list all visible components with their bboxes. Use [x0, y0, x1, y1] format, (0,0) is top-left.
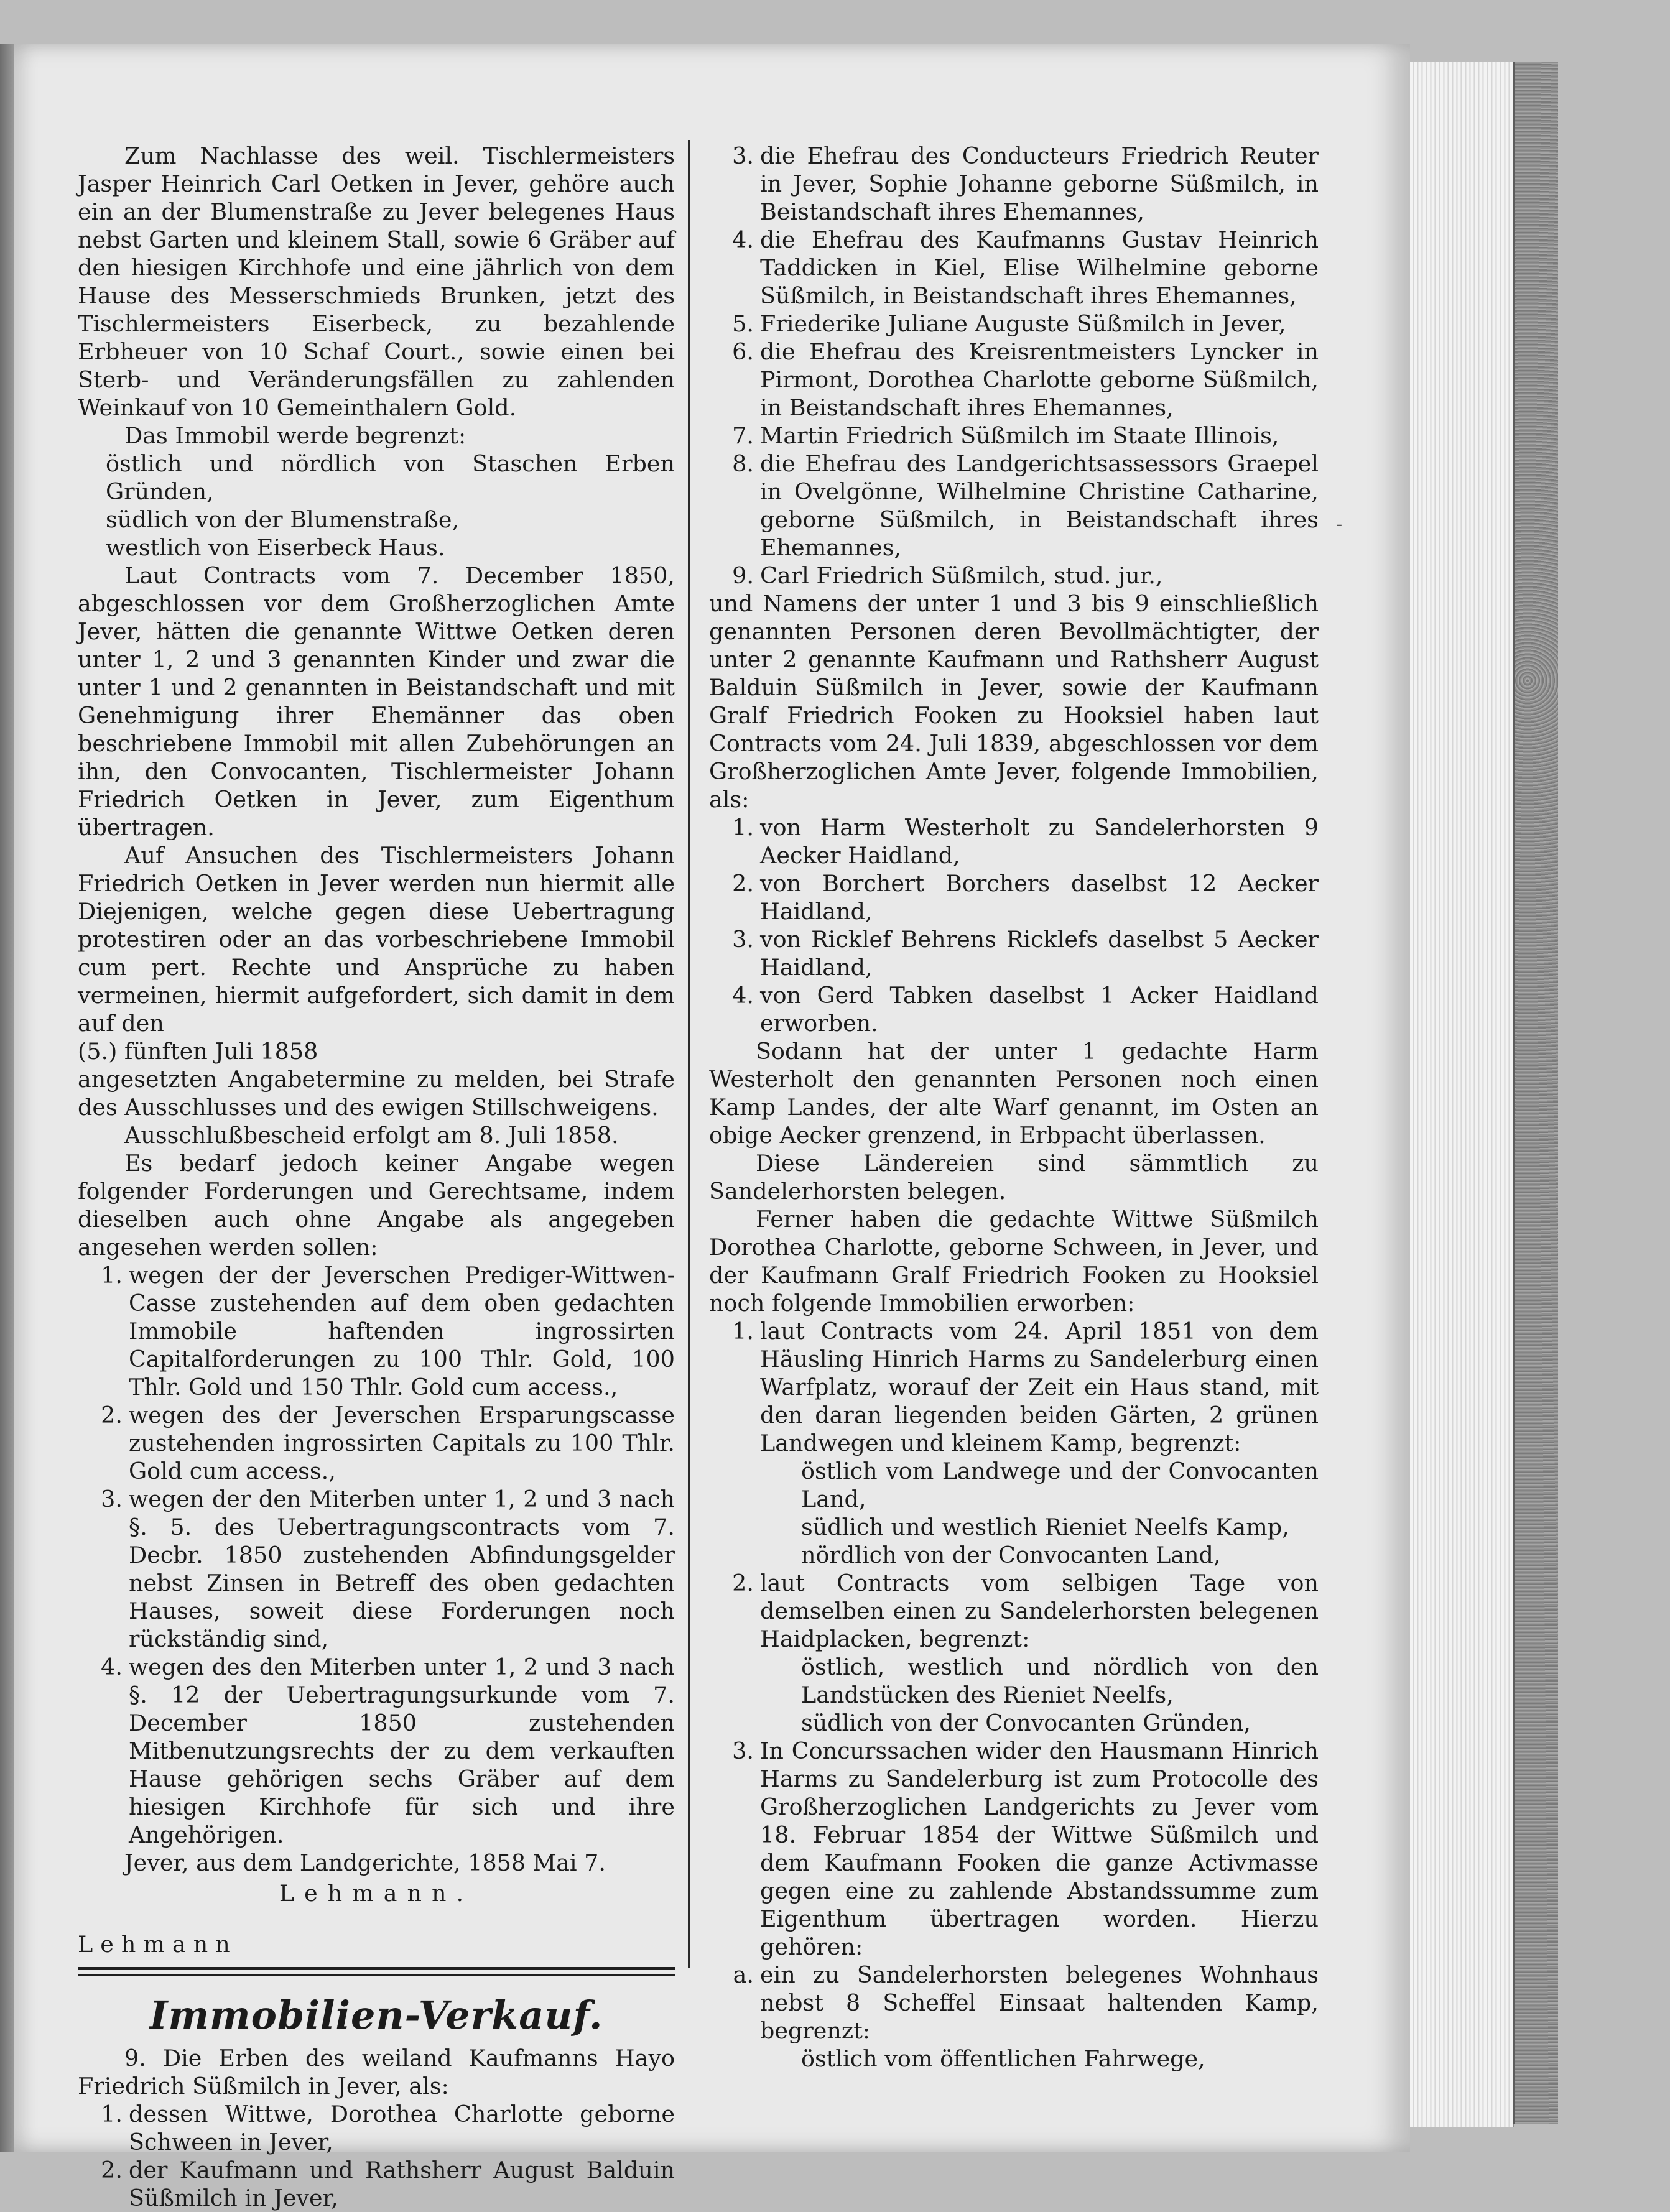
- list-number: 1.: [101, 2100, 123, 2127]
- paragraph: Diese Ländereien sind sämmtlich zu Sandelerhorsten belegen.: [709, 1150, 1319, 1205]
- list-item: [709, 142, 1319, 226]
- list-number: 3.: [732, 926, 754, 953]
- list-text: laut Contracts vom selbigen Tage von demselben einen zu Sandelerhorsten belegenen Haidplacken, begrenzt:: [760, 1570, 1319, 1652]
- list-number: 2.: [732, 870, 754, 897]
- list-item: [709, 1569, 1319, 1653]
- list-item: [709, 1737, 1319, 1961]
- boundary-line: nördlich von der Convocanten Land,: [801, 1542, 1221, 1568]
- list-number: 8.: [732, 450, 754, 477]
- column-divider: [688, 140, 690, 1968]
- list-item: [709, 1961, 1319, 2045]
- list-text: von Ricklef Behrens Ricklefs daselbst 5 Aecker Haidland,: [760, 926, 1319, 981]
- list-item: [709, 981, 1319, 1037]
- list-text: laut Contracts vom 24. April 1851 von dem Häusling Hinrich Harms zu Sandelerburg einen Warfplatz, worauf der Zeit ein Haus stand, mit den daran liegenden beiden Gärten, 2 grünen Landwegen und kleinem Kamp, begrenzt:: [760, 1318, 1319, 1456]
- list-item: [709, 310, 1319, 338]
- list-number: 2.: [101, 2156, 123, 2183]
- paragraph: Ferner haben die gedachte Wittwe Süßmilch Dorothea Charlotte, geborne Schween, in Jever, und der Kaufmann Gralf Friedrich Fooken zu Hooksiel noch folgende Immobilien erworben:: [709, 1206, 1319, 1317]
- list-text: dessen Wittwe, Dorothea Charlotte geborne Schween in Jever,: [129, 2100, 675, 2155]
- list-text: von Harm Westerholt zu Sandelerhorsten 9 Aecker Haidland,: [760, 814, 1319, 869]
- place-date: Jever, aus dem Landgerichte, 1858 Mai 7.: [124, 1849, 606, 1876]
- paragraph: Auf Ansuchen des Tischlermeisters Johann Friedrich Oetken in Jever werden nun hiermit alle Diejenigen, welche gegen diese Uebertragung protestiren oder an das vorbeschriebene Immobil cum pert. Rechte und Ansprüche zu haben vermeinen, hiermit aufgefordert, sich damit in dem auf den: [78, 842, 675, 1037]
- list-text: Martin Friedrich Süßmilch im Staate Illinois,: [760, 422, 1279, 449]
- boundary-line: südlich von der Blumenstraße,: [106, 506, 460, 533]
- list-item: [78, 1653, 675, 1849]
- list-text: wegen der den Miterben unter 1, 2 und 3 nach §. 5. des Uebertragungscontracts vom 7. Decbr. 1850 zustehenden Abfindungsgelder nebst Zinsen in Betreff des oben gedachten Hauses, soweit diese Forderungen noch rückständig sind,: [129, 1486, 675, 1652]
- list-number: 4.: [101, 1654, 123, 1680]
- left-column: [78, 142, 675, 2212]
- list-item: [709, 925, 1319, 981]
- list-item: [78, 1261, 675, 1401]
- paragraph: Zum Nachlasse des weil. Tischlermeisters Jasper Heinrich Carl Oetken in Jever, gehöre auch ein an der Blumenstraße zu Jever belegenes Haus nebst Garten und kleinem Stall, sowie 6 Gräber auf den hiesigen Kirchhofe und eine jährlich von dem Hause des Messerschmieds Brunken, jetzt des Tischlermeisters Eiserbeck, zu bezahlende Erbheuer von 10 Schaf Court., sowie einen bei Sterb- und Veränderungsfällen zu zahlenden Weinkauf von 10 Gemeinthalern Gold.: [78, 142, 675, 421]
- paragraph: 9. Die Erben des weiland Kaufmanns Hayo Friedrich Süßmilch in Jever, als:: [78, 2044, 675, 2099]
- list-text: ein zu Sandelerhorsten belegenes Wohnhaus nebst 8 Scheffel Einsaat haltenden Kamp, begrenzt:: [760, 1961, 1319, 2044]
- list-text: von Gerd Tabken daselbst 1 Acker Haidland erworben.: [760, 982, 1319, 1037]
- paragraph: Es bedarf jedoch keiner Angabe wegen folgender Forderungen und Gerechtsame, indem dieselben auch ohne Angabe als angegeben angesehen werden sollen:: [78, 1150, 675, 1261]
- list-text: die Ehefrau des Kaufmanns Gustav Heinrich Taddicken in Kiel, Elise Wilhelmine geborne Süßmilch, in Beistandschaft ihres Ehemannes,: [760, 226, 1319, 309]
- list-item: [709, 422, 1319, 450]
- section-rule: [78, 1967, 675, 1976]
- margin-mark: -: [1336, 514, 1343, 535]
- list-text: In Concurssachen wider den Hausmann Hinrich Harms zu Sandelerburg ist zum Protocolle des Großherzoglichen Landgerichts zu Jever vom 18. Februar 1854 der Wittwe Süßmilch und dem Kaufmann Fooken die ganze Activmasse gegen eine zu zahlende Abstandssumme zum Eigenthum übertragen worden. Hierzu gehören:: [760, 1738, 1319, 1960]
- paragraph: Sodann hat der unter 1 gedachte Harm Westerholt den genannten Personen noch einen Kamp Landes, der alte Warf genannt, im Osten an obige Aecker grenzend, in Erbpacht überlassen.: [709, 1038, 1319, 1149]
- paragraph: Laut Contracts vom 7. December 1850, abgeschlossen vor dem Großherzoglichen Amte Jever, hätten die genannte Wittwe Oetken deren unter 1, 2 und 3 genannten Kinder und zwar die unter 1 und 2 genannten in Beistandschaft und mit Genehmigung ihrer Ehemänner das oben beschriebene Immobil mit allen Zubehörungen an ihn, den Convocanten, Tischlermeister Johann Friedrich Oetken in Jever, zum Eigenthum übertragen.: [78, 562, 675, 841]
- right-column: [709, 142, 1319, 2073]
- list-item: [709, 562, 1319, 590]
- signature: Lehmann.: [279, 1880, 474, 1907]
- list-text: die Ehefrau des Conducteurs Friedrich Reuter in Jever, Sophie Johanne geborne Süßmilch, in Beistandschaft ihres Ehemannes,: [760, 142, 1319, 225]
- list-number: 9.: [732, 562, 754, 589]
- list-item: [78, 2100, 675, 2156]
- list-number: 1.: [732, 1318, 754, 1344]
- list-text: von Borchert Borchers daselbst 12 Aecker Haidland,: [760, 870, 1319, 925]
- list-text: die Ehefrau des Landgerichtsassessors Graepel in Ovelgönne, Wilhelmine Christine Catharine, geborne Süßmilch, in Beistandschaft ihres Ehemannes,: [760, 450, 1319, 561]
- boundary-line: östlich, westlich und nördlich von den Landstücken des Rieniet Neelfs,: [801, 1654, 1319, 1708]
- page-stack-edge: [1410, 62, 1514, 2127]
- list-item: [78, 1401, 675, 1485]
- list-number: 3.: [101, 1486, 123, 1512]
- list-item: [709, 338, 1319, 422]
- list-item: [709, 1317, 1319, 1457]
- boundary-line: westlich von Eiserbeck Haus.: [106, 534, 445, 561]
- list-number: 2.: [732, 1570, 754, 1596]
- list-number: 6.: [732, 338, 754, 365]
- list-number: 4.: [732, 226, 754, 253]
- list-item: [709, 869, 1319, 925]
- list-number: 2.: [101, 1402, 123, 1428]
- list-text: der Kaufmann und Rathsherr August Balduin Süßmilch in Jever,: [129, 2156, 675, 2211]
- boundary-line: östlich und nördlich von Staschen Erben Gründen,: [106, 450, 675, 505]
- term-date: (5.) fünften Juli 1858: [78, 1038, 318, 1065]
- list-number: 5.: [732, 310, 754, 337]
- paragraph: angesetzten Angabetermine zu melden, bei Strafe des Ausschlusses und des ewigen Stillschweigens.: [78, 1066, 675, 1121]
- boundary-line: östlich vom öffentlichen Fahrwege,: [801, 2045, 1205, 2072]
- list-text: wegen des den Miterben unter 1, 2 und 3 nach §. 12 der Uebertragungsurkunde vom 7. December 1850 zustehenden Mitbenutzungsrechts der zu dem verkauften Hause gehörigen sechs Gräber auf dem hiesigen Kirchhofe für sich und ihre Angehörigen.: [129, 1654, 675, 1848]
- signature-secondary: Lehmann: [78, 1930, 238, 1958]
- list-item: [709, 450, 1319, 562]
- list-text: wegen der der Jeverschen Prediger-Wittwen-Casse zustehenden auf dem oben gedachten Immobile haftenden ingrossirten Capitalforderungen zu 100 Thlr. Gold, 100 Thlr. Gold und 150 Thlr. Gold cum access.,: [129, 1262, 675, 1400]
- list-text: Carl Friedrich Süßmilch, stud. jur.,: [760, 562, 1163, 589]
- list-number: 3.: [732, 1738, 754, 1764]
- book-cover-edge: [1513, 62, 1558, 2124]
- list-number: 1.: [101, 1262, 123, 1289]
- list-item: [78, 2156, 675, 2212]
- list-number: 7.: [732, 422, 754, 449]
- section-heading: Immobilien-Verkauf.: [149, 1992, 603, 2038]
- list-number: 3.: [732, 142, 754, 169]
- paragraph: Das Immobil werde begrenzt:: [124, 422, 466, 449]
- list-number: a.: [733, 1961, 754, 1988]
- list-text: die Ehefrau des Kreisrentmeisters Lyncker in Pirmont, Dorothea Charlotte geborne Süßmilch, in Beistandschaft ihres Ehemannes,: [760, 338, 1319, 421]
- list-number: 4.: [732, 982, 754, 1009]
- list-item: [709, 226, 1319, 310]
- list-text: Friederike Juliane Auguste Süßmilch in Jever,: [760, 310, 1286, 337]
- list-number: 1.: [732, 814, 754, 841]
- list-item: [709, 813, 1319, 869]
- boundary-line: östlich vom Landwege und der Convocanten Land,: [801, 1458, 1319, 1512]
- boundary-line: südlich von der Convocanten Gründen,: [801, 1710, 1251, 1736]
- paragraph: und Namens der unter 1 und 3 bis 9 einschließlich genannten Personen deren Bevollmächtigter, der unter 2 genannte Kaufmann und Rathsherr August Balduin Süßmilch in Jever, sowie der Kaufmann Gralf Friedrich Fooken zu Hooksiel haben laut Contracts vom 24. Juli 1839, abgeschlossen vor dem Großherzoglichen Amte Jever, folgende Immobilien, als:: [709, 590, 1319, 813]
- list-item: [78, 1485, 675, 1653]
- paragraph: Ausschlußbescheid erfolgt am 8. Juli 1858.: [124, 1122, 619, 1149]
- list-text: wegen des der Jeverschen Ersparungscasse zustehenden ingrossirten Capitals zu 100 Thlr. Gold cum access.,: [129, 1402, 675, 1484]
- boundary-line: südlich und westlich Rieniet Neelfs Kamp,: [801, 1514, 1289, 1540]
